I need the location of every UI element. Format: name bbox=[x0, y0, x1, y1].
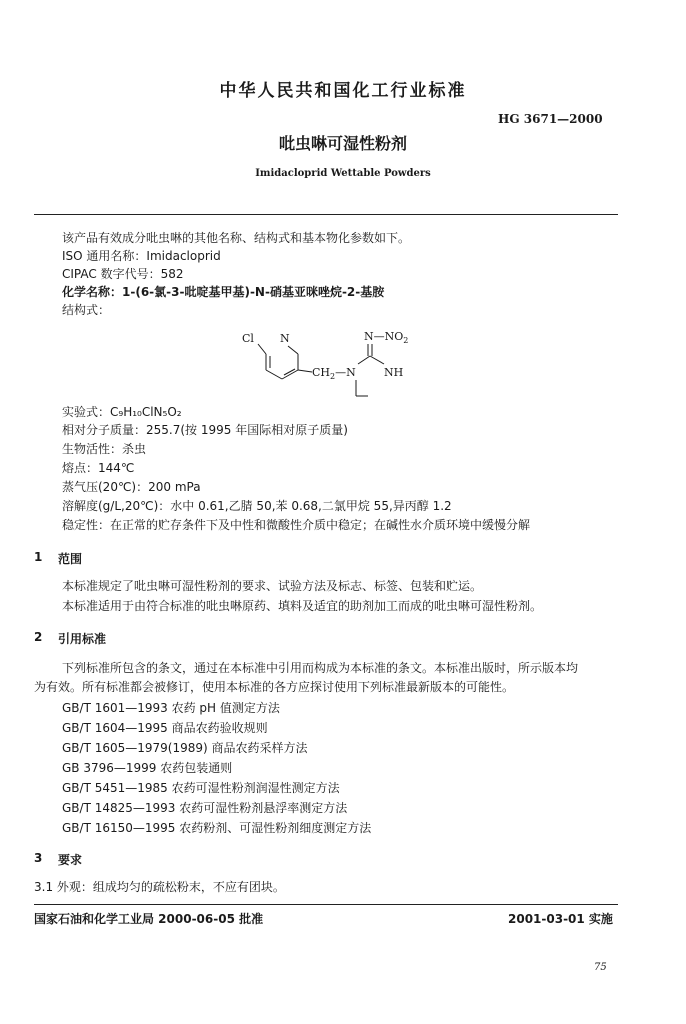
formula-nitro-group bbox=[364, 330, 408, 345]
intro-line: CIPAC 数字代号：582 bbox=[62, 267, 184, 281]
property-line: 溶解度(g/L,20℃)：水中 0.61,乙腈 50,苯 0.68,二氯甲烷 55,异丙醇 1.2 bbox=[62, 499, 452, 513]
formula-nh: NH bbox=[384, 366, 404, 379]
section-3-number: 3 bbox=[34, 851, 43, 865]
org-title: 中华人民共和国化工行业标准 bbox=[219, 81, 467, 101]
standard-number: HG 3671—2000 bbox=[498, 112, 603, 126]
section-1-line: 本标准适用于由符合标准的吡虫啉原药、填料及适宜的助剂加工而成的吡虫啉可湿性粉剂。 bbox=[62, 599, 543, 613]
section-3-item: 3.1 外观：组成均匀的疏松粉末，不应有团块。 bbox=[34, 880, 285, 894]
reference-item: GB/T 14825—1993 农药可湿性粉剂悬浮率测定方法 bbox=[62, 801, 348, 815]
section-2-paragraph: 为有效。所有标准都会被修订，使用本标准的各方应探讨使用下列标准最新版本的可能性。 bbox=[34, 680, 515, 694]
property-line: 实验式：C₉H₁₀ClN₅O₂ bbox=[62, 405, 182, 419]
reference-item: GB/T 1604—1995 商品农药验收规则 bbox=[62, 721, 268, 735]
header-divider bbox=[34, 214, 618, 215]
formula-methylene-main: CH bbox=[312, 366, 331, 379]
intro-line: 该产品有效成分吡虫啉的其他名称、结构式和基本物化参数如下。 bbox=[62, 231, 411, 245]
formula-ring-nitrogen: N bbox=[280, 332, 290, 345]
reference-item: GB/T 1601—1993 农药 pH 值测定方法 bbox=[62, 701, 280, 715]
reference-item: GB/T 1605—1979(1989) 商品农药采样方法 bbox=[62, 741, 308, 755]
reference-item: GB 3796—1999 农药包装通则 bbox=[62, 761, 233, 775]
title-chinese: 吡虫啉可湿性粉剂 bbox=[278, 134, 407, 153]
property-line: 蒸气压(20℃)：200 mPa bbox=[62, 480, 201, 494]
section-1-number: 1 bbox=[34, 550, 43, 564]
pyridine-ring bbox=[258, 344, 312, 379]
formula-methylene-subscript: 2 bbox=[330, 372, 336, 381]
formula-nitro-main: N—NO bbox=[364, 330, 404, 343]
section-2-paragraph: 下列标准所包含的条文，通过在本标准中引用而构成为本标准的条文。本标准出版时，所示版本均 bbox=[62, 661, 579, 675]
footer-divider bbox=[34, 904, 618, 905]
intro-line: 化学名称：1-(6-氯-3-吡啶基甲基)-N-硝基亚咪唑烷-2-基胺 bbox=[62, 285, 385, 299]
section-1-title: 范围 bbox=[58, 552, 83, 566]
title-english: Imidacloprid Wettable Powders bbox=[255, 168, 431, 179]
formula-methylene-tail: —N bbox=[335, 366, 356, 379]
section-2-number: 2 bbox=[34, 630, 43, 644]
structural-formula bbox=[232, 322, 432, 404]
property-line: 熔点：144℃ bbox=[62, 461, 135, 475]
approval-line: 国家石油和化学工业局 2000-06-05 批准 bbox=[34, 912, 264, 926]
section-1-line: 本标准规定了吡虫啉可湿性粉剂的要求、试验方法及标志、标签、包装和贮运。 bbox=[62, 579, 483, 593]
formula-chlorine: Cl bbox=[242, 332, 254, 345]
intro-line: 结构式： bbox=[62, 303, 111, 317]
formula-methylene bbox=[312, 366, 356, 381]
page-number: 75 bbox=[594, 962, 607, 973]
property-line: 稳定性：在正常的贮存条件下及中性和微酸性介质中稳定；在碱性水介质环境中缓慢分解 bbox=[62, 518, 531, 532]
reference-item: GB/T 5451—1985 农药可湿性粉剂润湿性测定方法 bbox=[62, 781, 340, 795]
property-line: 生物活性：杀虫 bbox=[62, 442, 147, 456]
property-line: 相对分子质量：255.7(按 1995 年国际相对原子质量) bbox=[62, 423, 348, 437]
imidazolidine-ring bbox=[356, 344, 384, 396]
reference-item: GB/T 16150—1995 农药粉剂、可湿性粉剂细度测定方法 bbox=[62, 821, 372, 835]
implementation-date: 2001-03-01 实施 bbox=[508, 912, 613, 926]
intro-line: ISO 通用名称：Imidacloprid bbox=[62, 249, 221, 263]
section-3-title: 要求 bbox=[58, 853, 83, 867]
formula-nitro-subscript: 2 bbox=[403, 336, 409, 345]
section-2-title: 引用标准 bbox=[58, 632, 107, 646]
